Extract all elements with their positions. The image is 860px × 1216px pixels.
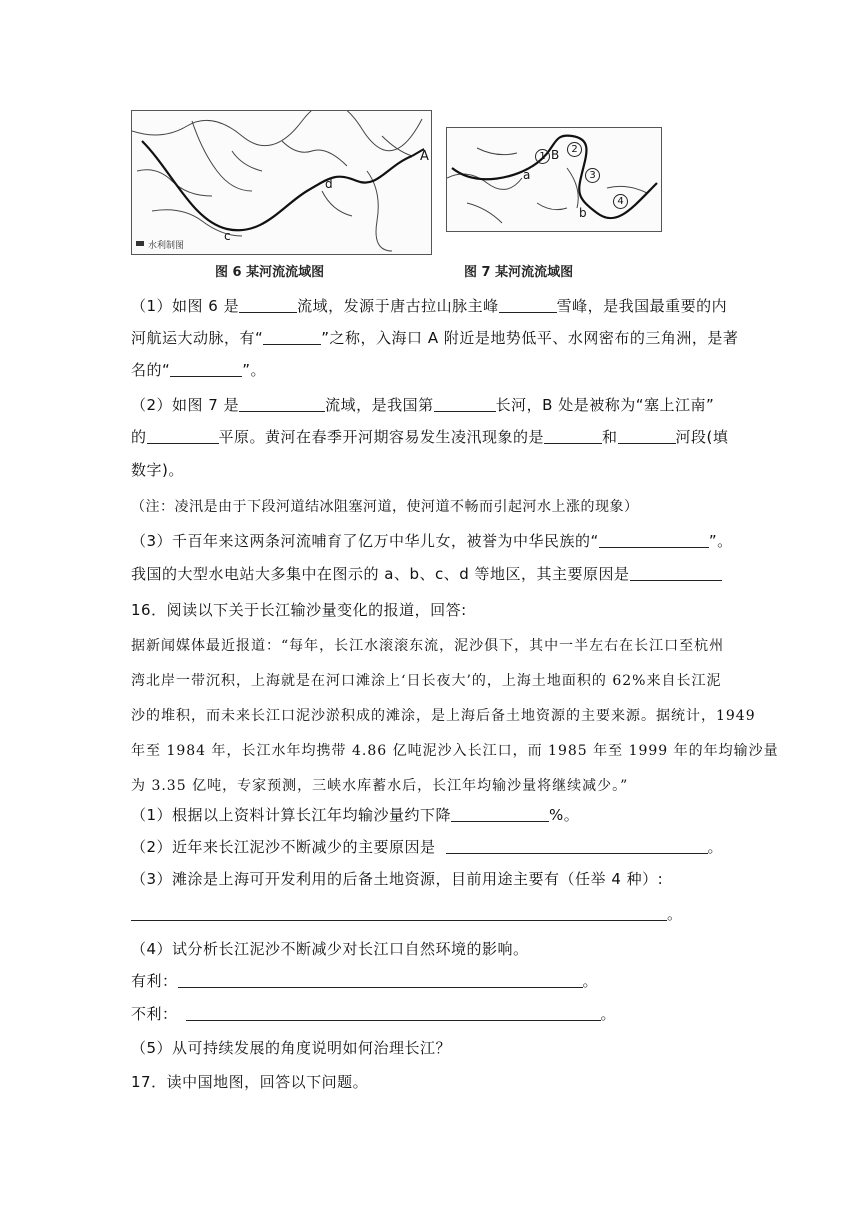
map-label-a: A [420,149,429,164]
blank[interactable] [434,396,496,412]
text: 雪峰，是我国最重要的内 [556,297,728,315]
blank[interactable] [599,532,709,548]
answer-blank[interactable] [178,972,583,988]
text: （2）如图 7 是 [131,396,240,414]
q15-part1-line1 [131,295,727,316]
text: 河段(填 [675,428,729,446]
q15-part1-line3 [131,359,266,380]
q15-part3-line1 [131,530,733,551]
q15-part2-line1 [131,394,714,415]
map-label-a-small: a [523,168,531,182]
q16-sub4: （4）试分析长江泥沙不断减少对长江口自然环境的影响。 [131,940,529,958]
answer-blank[interactable] [131,905,667,921]
q16-news-line5: 为 3.35 亿吨，专家预测，三峡水库蓄水后，长江年均输沙量将继续减少。” [131,778,629,794]
blank[interactable] [239,396,325,412]
map-label-b-small: b [579,206,587,220]
figure-6-caption: 图 6 某河流流域图 [215,265,325,280]
q15-part2-line3: 数字)。 [131,461,184,479]
map-label-b: B [551,148,560,162]
q16-news-line3: 沙的堆积，而未来长江口泥沙淤积成的滩涂，是上海后备土地资源的主要来源。据统计，1949 [131,708,756,724]
yangtze-basin-sketch [132,111,431,254]
text: ”之称，入海口 A 附近是地势低平、水网密布的三角洲，是著 [321,329,739,347]
text: ”。 [242,361,267,379]
answer-blank[interactable] [451,806,549,822]
blank[interactable] [544,428,602,444]
text: 我国的大型水电站大多集中在图示的 a、b、c、d 等地区，其主要原因是 [131,565,630,583]
text: 长河，B 处是被称为“塞上江南” [495,396,715,414]
blank[interactable] [630,565,722,581]
text: 和 [602,428,618,446]
figure-7-map [446,127,662,232]
text: （1）根据以上资料计算长江年均输沙量约下降 [131,806,452,824]
text: %。 [549,806,580,824]
q16-title: 16．阅读以下关于长江输沙量变化的报道，回答: [131,601,467,619]
blank[interactable] [170,361,242,377]
q17-title: 17．读中国地图，回答以下问题。 [131,1073,369,1091]
answer-blank[interactable] [186,1005,601,1021]
blank[interactable] [499,297,557,313]
text: 。 [667,905,683,923]
text: （1）如图 6 是 [131,297,240,315]
q16-sub3: （3）滩涂是上海可开发利用的后备土地资源，目前用途主要有（任举 4 种）: [131,870,664,888]
q16-sub3-answer [131,903,683,924]
answer-blank[interactable] [446,838,708,854]
blank[interactable] [239,297,297,313]
q16-news-line4: 年至 1984 年，长江水年均携带 4.86 亿吨泥沙入长江口，而 1985 年至 1999 年的年均输沙量 [131,743,779,759]
text: 。 [707,838,724,856]
q15-part1-line2 [131,327,738,348]
text: 流域，是我国第 [325,396,434,414]
text: 流域，发源于唐古拉山脉主峰 [297,297,499,315]
marker-2: 2 [567,142,582,157]
marker-1: 1 [535,149,550,164]
text: 的 [131,428,147,446]
map-watermark: 水利制图 [148,241,185,251]
text: 平原。黄河在春季开河期容易发生凌汛现象的是 [218,428,545,446]
marker-4: 4 [613,194,628,209]
text: 不利： [131,1005,178,1023]
q16-news-line2: 湾北岸一带沉积，上海就是在河口滩涂上‘日长夜大’的，上海土地面积的 62%来自长江泥 [131,673,722,689]
q15-part3-line2 [131,563,722,584]
map-label-d: d [325,177,333,191]
text: ”。 [708,532,733,550]
text: 。 [582,972,599,990]
figure-7-caption: 图 7 某河流流域图 [464,265,574,280]
q16-sub5: （5）从可持续发展的角度说明如何治理长江？ [131,1039,452,1057]
text: （3）千百年来这两条河流哺育了亿万中华儿女，被誉为中华民族的“ [131,532,599,550]
q16-news-line1: 据新闻媒体最近报道：“每年，长江水滚滚东流，泥沙俱下，其中一半左右在长江口至杭州 [131,638,725,654]
q16-sub4-good [131,970,598,991]
q15-part2-line2 [131,426,728,447]
text: 河航运大动脉，有“ [131,329,264,347]
text: 。 [600,1005,617,1023]
blank[interactable] [618,428,676,444]
figure-6-map [131,110,432,255]
marker-3: 3 [585,168,600,183]
text: （2）近年来长江泥沙不断减少的主要原因是 [131,838,436,856]
text: 名的“ [131,361,171,379]
q16-sub4-bad [131,1003,616,1024]
blank[interactable] [263,329,321,345]
q15-note: （注：凌汛是由于下段河道结冰阻塞河道，使河道不畅而引起河水上涨的现象） [131,499,639,515]
q16-sub2 [131,836,723,857]
map-label-c: c [224,229,231,243]
text: 有利： [131,972,178,990]
q16-sub1 [131,804,579,825]
blank[interactable] [147,428,219,444]
yellow-river-basin-sketch [447,128,661,231]
